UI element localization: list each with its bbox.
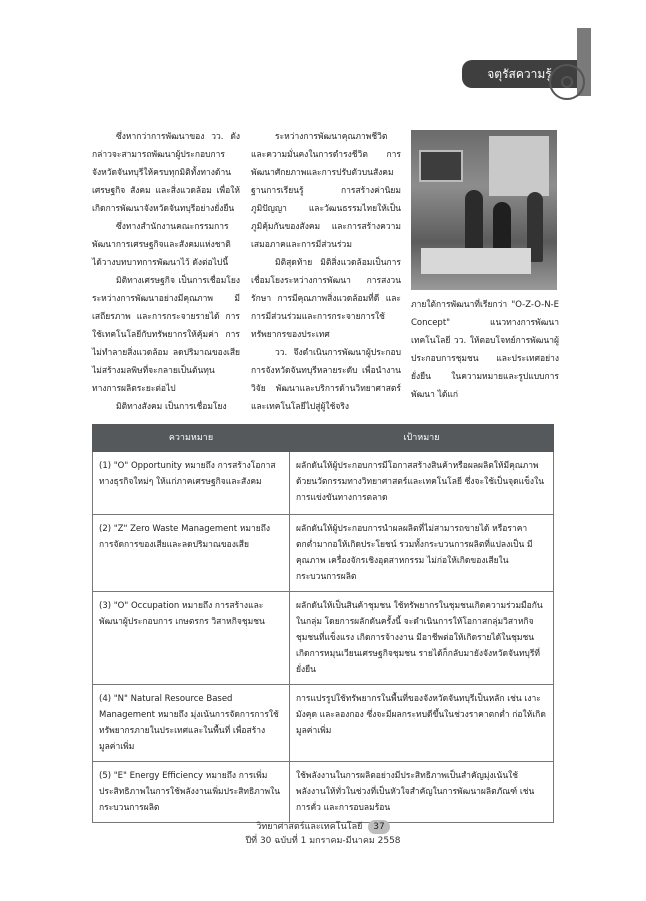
paragraph: วว. จึงดำเนินการพัฒนาผู้ประกอบการจังหวัดจันทบุรีหลายระดับ เพื่อนำงานวิจัย พัฒนาและบริการด้านวิทยาศาสตร์และเทคโนโลยีไปสู่ผู้ใช้จริง [251,348,401,412]
photo-caption: ภายใต้การพัฒนาที่เรียกว่า "O-Z-O-N-E Concept" แนวทางการพัฒนาเทคโนโลยี วว. ให้ตอบโจทย์การพัฒนาผู้ประกอบการชุมชน และประเทศอย่างยั่งยืน ในความหมายและรูปแบบการพัฒนา ได้แก่ [411,300,559,400]
ozone-table [92,424,554,823]
photo-banner [489,136,549,196]
cell-meaning: (1) "O" Opportunity หมายถึง การสร้างโอกาสทางธุรกิจใหม่ๆ ให้แก่ภาคเศรษฐกิจและสังคม [93,452,290,515]
cell-meaning: (2) "Z" Zero Waste Management หมายถึง การจัดการของเสียและลดปริมาณของเสีย [93,515,290,592]
cell-goal: ผลักดันให้เป็นสินค้าชุมชน ใช้ทรัพยากรในชุมชนเกิดความร่วมมือกันในกลุ่ม โดยการผลักดันครั้งนี้ จะดำเนินการให้โอกาสกลุ่มวิสาหกิจชุมชนที่แข็งแรง เกิดการจ้างงาน มีอาชีพต่อให้เกิดรายได้ในชุมชน เกิดการหมุนเวียนเศรษฐกิจชุมชน รายได้ก็กลับมายังจังหวัดจันทบุรีที่ยั่งยืน [290,592,554,685]
table-row [93,515,554,592]
paragraph: มิติทางสังคม เป็นการเชื่อมโยง [116,402,227,412]
text-column-2 [251,128,401,416]
text-column-1 [92,128,240,416]
photo-person [465,190,483,250]
table-row [93,762,554,823]
table-row [93,685,554,762]
cell-goal: ใช้พลังงานในการผลิตอย่างมีประสิทธิภาพเป็นสำคัญมุ่งเน้นใช้พลังงานให้ทั่วในช่วงที่เป็นหัวใจสำคัญในการพัฒนาผลิตภัณฑ์ เช่น การคั่ว และการอบลมร้อน [290,762,554,823]
cell-goal: ผลักดันให้ผู้ประกอบการนำผลผลิตที่ไม่สามารถขายได้ หรือราคาตกต่ำมากอให้เกิดประโยชน์ รวมทั้งกระบวนการผลิตที่แปลงเป็น มีคุณภาพ เครื่องจักรเชิงอุตสาหกรรม ไม่ก่อให้เกิดของเสียในกระบวนการผลิต [290,515,554,592]
cell-meaning: (5) "E" Energy Efficiency หมายถึง การเพิ่มประสิทธิภาพในการใช้พลังงานเพิ่มประสิทธิภาพในกระบวนการผลิต [93,762,290,823]
paragraph: มิติทางเศรษฐกิจ เป็นการเชื่อมโยงระหว่างการพัฒนาอย่างมีคุณภาพ มีเสถียรภาพ และการกระจายรายได้ การใช้เทคโนโลยีกับทรัพยากรให้คุ้มค่า การไม่ทำลายสิ่งแวดล้อม ลดปริมาณของเสีย ไม่สร้างมลพิษที่จะกลายเป็นต้นทุนทางการผลิตระยะต่อไป [92,276,240,394]
cell-meaning: (3) "O" Occupation หมายถึง การสร้างและพัฒนาผู้ประกอบการ เกษตรกร วิสาหกิจชุมชน [93,592,290,685]
cell-goal: การแปรรูปใช้ทรัพยากรในพื้นที่ของจังหวัดจันทบุรีเป็นหลัก เช่น เงาะ มังคุด และลองกอง ซึ่งจะมีผลกระทบดีขึ้นในช่วงราคาตกต่ำ ก่อให้เกิดมูลค่าเพิ่ม [290,685,554,762]
issue-info: ปีที่ 30 ฉบับที่ 1 มกราคม-มีนาคม 2558 [245,836,401,846]
section-title: จตุรัสความรู้ [462,60,577,88]
magazine-name: วิทยาศาสตร์และเทคโนโลยี [256,822,363,832]
page-number: 37 [368,820,389,834]
paragraph: ซึ่งทางสำนักงานคณะกรรมการพัฒนาการเศรษฐกิจและสังคมแห่งชาติได้วางบทบาทการพัฒนาไว้ ดังต่อไปนี้ [92,222,231,268]
photo-screen [419,150,463,182]
photo-table [421,248,531,274]
table-header-row [93,425,554,452]
page-footer [223,820,423,848]
header-meaning: ความหมาย [93,425,290,452]
header-goal: เป้าหมาย [290,425,554,452]
cell-goal: ผลักดันให้ผู้ประกอบการมีโอกาสสร้างสินค้าหรือผลผลิตให้มีคุณภาพ ด้วยนวัตกรรมทางวิทยาศาสตร์และเทคโนโลยี ซึ่งจะใช้เป็นจุดแข็งในการแข่งขันทางการตลาด [290,452,554,515]
exhibition-photo [411,130,557,290]
target-icon [549,64,585,100]
cell-meaning: (4) "N" Natural Resource Based Management หมายถึง มุ่งเน้นการจัดการการใช้ทรัพยากรภายในประเทศและในพื้นที่ เพื่อสร้างมูลค่าเพิ่ม [93,685,290,762]
table-row [93,452,554,515]
paragraph: มิติสุดท้าย มิติสิ่งแวดล้อมเป็นการเชื่อมโยงระหว่างการพัฒนา การสงวนรักษา การมีคุณภาพสิ่งแวดล้อมที่ดี และการมีส่วนร่วมและการกระจายการใช้ทรัพยากรของประเทศ [251,258,401,340]
paragraph: ระหว่างการพัฒนาคุณภาพชีวิตและความมั่นคงในการดำรงชีวิต การพัฒนาศักยภาพและการปรับตัวบนสังคมฐานการเรียนรู้ การสร้างค่านิยม ภูมิปัญญา และวัฒนธรรมไทยให้เป็นภูมิคุ้มกันของสังคม และการสร้างความเสมอภาคและการมีส่วนร่วม [251,132,401,250]
table-row [93,592,554,685]
paragraph: ซึ่งหากว่าการพัฒนาของ วว. ดังกล่าวจะสามารถพัฒนาผู้ประกอบการจังหวัดจันทบุรีให้ครบทุกมิติทั้งทางด้านเศรษฐกิจ สังคม และสิ่งแวดล้อม เพื่อให้เกิดการพัฒนาจังหวัดจันทบุรีอย่างยั่งยืน [92,132,240,214]
